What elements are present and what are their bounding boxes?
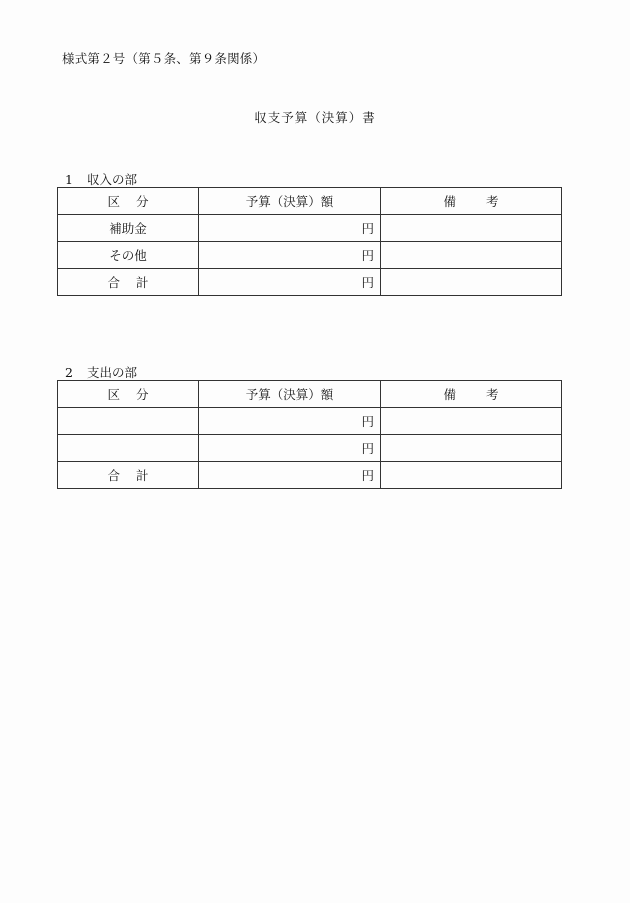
income-section-heading xyxy=(65,170,137,188)
expense-amount-cell: 円 xyxy=(199,435,381,462)
expense-header-amount: 予算（決算）額 xyxy=(199,381,381,408)
income-section-title: 収入の部 xyxy=(87,172,138,187)
table-row xyxy=(58,435,562,462)
expense-amount-cell: 円 xyxy=(199,408,381,435)
table-row xyxy=(58,408,562,435)
expense-header-row xyxy=(58,381,562,408)
expense-amount-cell: 円 xyxy=(199,462,381,489)
income-amount-cell: 円 xyxy=(199,215,381,242)
income-category-cell: 補助金 xyxy=(58,215,199,242)
income-remarks-cell xyxy=(381,269,562,296)
expense-remarks-cell xyxy=(381,462,562,489)
income-section-number: 1 xyxy=(65,172,73,187)
expense-category-cell xyxy=(58,435,199,462)
income-table xyxy=(57,187,562,296)
expense-header-remarks: 備考 xyxy=(381,381,562,408)
expense-section-number: 2 xyxy=(65,365,73,380)
expense-section-heading xyxy=(65,363,137,381)
expense-category-cell xyxy=(58,408,199,435)
table-row xyxy=(58,462,562,489)
expense-remarks-cell xyxy=(381,435,562,462)
income-header-row xyxy=(58,188,562,215)
table-row xyxy=(58,215,562,242)
table-row xyxy=(58,269,562,296)
income-amount-cell: 円 xyxy=(199,269,381,296)
document-title: 収支予算（決算）書 xyxy=(254,110,376,125)
expense-header-category: 区分 xyxy=(58,381,199,408)
expense-total-label: 合計 xyxy=(58,462,199,489)
income-total-label: 合計 xyxy=(58,269,199,296)
expense-table xyxy=(57,380,562,489)
income-remarks-cell xyxy=(381,215,562,242)
expense-section-title: 支出の部 xyxy=(87,365,138,380)
form-number: 様式第２号（第５条、第９条関係） xyxy=(62,51,266,66)
income-header-amount: 予算（決算）額 xyxy=(199,188,381,215)
income-header-category: 区分 xyxy=(58,188,199,215)
income-remarks-cell xyxy=(381,242,562,269)
table-row xyxy=(58,242,562,269)
income-header-remarks: 備考 xyxy=(381,188,562,215)
income-amount-cell: 円 xyxy=(199,242,381,269)
income-category-cell: その他 xyxy=(58,242,199,269)
expense-remarks-cell xyxy=(381,408,562,435)
